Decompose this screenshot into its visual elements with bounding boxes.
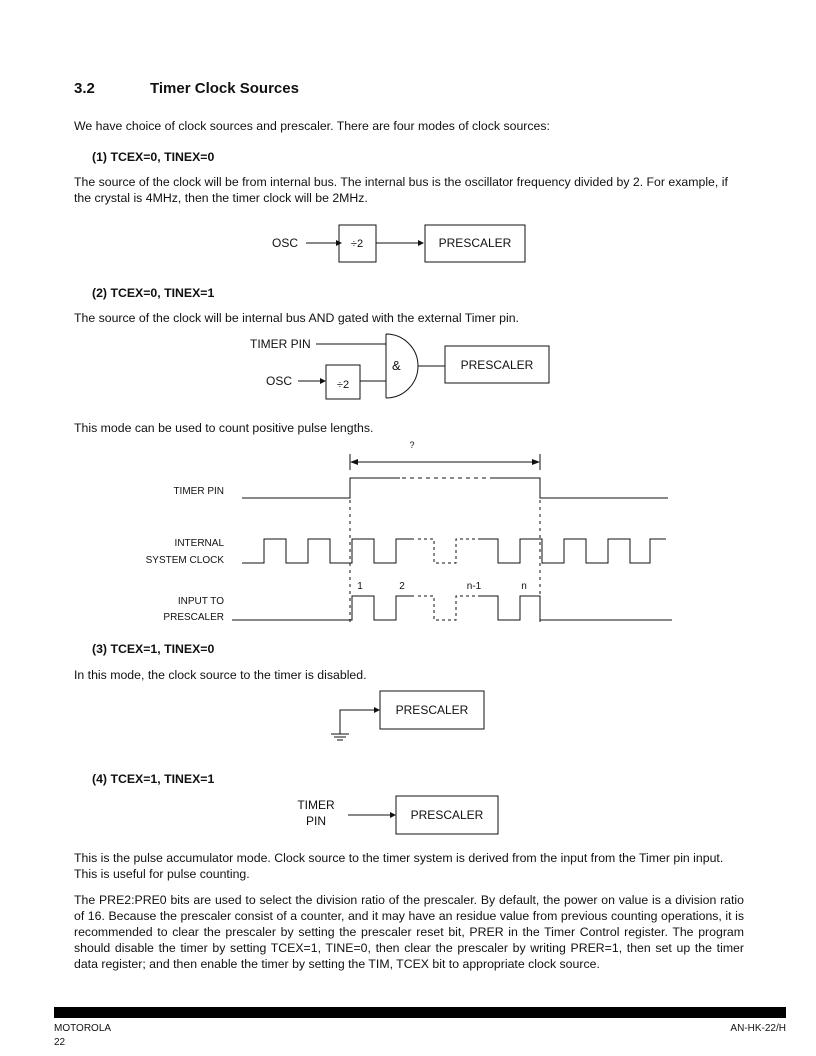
- timing-dim-left-arrowhead: [350, 459, 358, 465]
- timing-internal-label-1: INTERNAL: [174, 538, 224, 549]
- mode2-osc-arrowhead: [320, 378, 326, 384]
- mode4-timer-label-2: PIN: [305, 814, 327, 828]
- timing-internal-label-2: SYSTEM CLOCK: [145, 555, 224, 566]
- mode3-diagram: [318, 686, 498, 746]
- mode2-paragraph: The source of the clock will be internal bus AND gated with the external Timer pin.: [74, 311, 519, 325]
- mode4-timer-label-1: TIMER: [297, 798, 335, 812]
- timing-input-label-2: PRESCALER: [163, 612, 224, 623]
- timing-question-label: ?: [409, 440, 415, 450]
- mode4-diagram: [294, 792, 514, 840]
- mode1-paragraph: The source of the clock will be from internal bus. The internal bus is the oscillator frequency divided by 2. For example, if the crystal is 4MHz, then the timer clock will be 2MHz.: [74, 175, 728, 205]
- mode4-arrowhead: [390, 812, 396, 818]
- footer-doc-id: AN-HK-22/H: [730, 1023, 786, 1034]
- timing-dim-right-arrowhead: [532, 459, 540, 465]
- mode2-osc-label: OSC: [266, 374, 293, 388]
- timing-clock-wave-left: [242, 539, 414, 563]
- timing-timer-pin-wave: [242, 478, 668, 498]
- mode3-paragraph: In this mode, the clock source to the timer is disabled.: [74, 668, 367, 682]
- footer-bar: [54, 1007, 786, 1018]
- timing-timer-pin-label: TIMER PIN: [173, 486, 224, 497]
- timing-clock-wave-right: [478, 539, 666, 563]
- section-number: 3.2: [74, 80, 95, 97]
- mode2-and-label: &: [392, 358, 401, 373]
- mode1-osc-label: OSC: [272, 236, 299, 250]
- timing-input-wave-left: [232, 596, 414, 620]
- timing-input-wave-right: [478, 596, 672, 620]
- footer-page-number: 22: [54, 1037, 66, 1048]
- mode2-timer-pin-label: TIMER PIN: [250, 337, 311, 351]
- footer-company: MOTOROLA: [54, 1023, 112, 1034]
- mode4-paragraph: This is the pulse accumulator mode. Clock source to the timer system is derived from the input from the Timer pin input. This is useful for pulse counting.: [74, 851, 724, 881]
- mode1-diagram: [260, 220, 540, 270]
- mode1-heading: (1) TCEX=0, TINEX=0: [92, 150, 215, 164]
- mode3-heading: (3) TCEX=1, TINEX=0: [92, 642, 215, 656]
- mode4-prescaler-label: PRESCALER: [410, 808, 484, 822]
- mode2-divider-label: ÷2: [336, 379, 350, 391]
- timing-count-n1: n-1: [466, 581, 482, 592]
- mode2-after-paragraph: This mode can be used to count positive pulse lengths.: [74, 421, 374, 435]
- timing-count-n: n: [521, 581, 527, 592]
- mode2-heading: (2) TCEX=0, TINEX=1: [92, 286, 215, 300]
- intro-paragraph: We have choice of clock sources and prescaler. There are four modes of clock sources:: [74, 119, 550, 133]
- mode1-div-arrowhead: [418, 240, 424, 246]
- final-paragraph: The PRE2:PRE0 bits are used to select the division ratio of the prescaler. By default, the power on value is a division ratio of 16. Because the prescaler consist of a counter, and it may have an residue value from previous counting operations, it is recommended to clear the prescaler by setting the prescaler reset bit, PRER in the Timer Control register. The program should disable the timer by setting TCEX=1, TINE=0, then clear the prescaler by writing PRER=1, then set up the timer data register; and then enable the timer by setting the TIM, TCEX bit to appropriate clock source.: [74, 893, 744, 971]
- timing-input-wave-dashed: [418, 596, 476, 620]
- mode2-prescaler-label: PRESCALER: [460, 358, 534, 372]
- timing-count-1: 1: [357, 581, 363, 592]
- mode4-heading: (4) TCEX=1, TINEX=1: [92, 772, 215, 786]
- mode3-arrowhead: [374, 707, 380, 713]
- mode2-diagram: [240, 330, 560, 410]
- section-title: Timer Clock Sources: [150, 80, 299, 97]
- timing-clock-wave-dashed: [418, 539, 476, 563]
- mode3-prescaler-label: PRESCALER: [395, 703, 469, 717]
- mode3-ground-wire: [340, 710, 374, 734]
- mode1-divider-label: ÷2: [350, 238, 364, 250]
- mode2-and-gate: [386, 334, 418, 398]
- timing-count-2: 2: [399, 581, 405, 592]
- timing-diagram: [130, 436, 690, 628]
- mode1-prescaler-label: PRESCALER: [438, 236, 512, 250]
- timing-input-label-1: INPUT TO: [177, 596, 224, 607]
